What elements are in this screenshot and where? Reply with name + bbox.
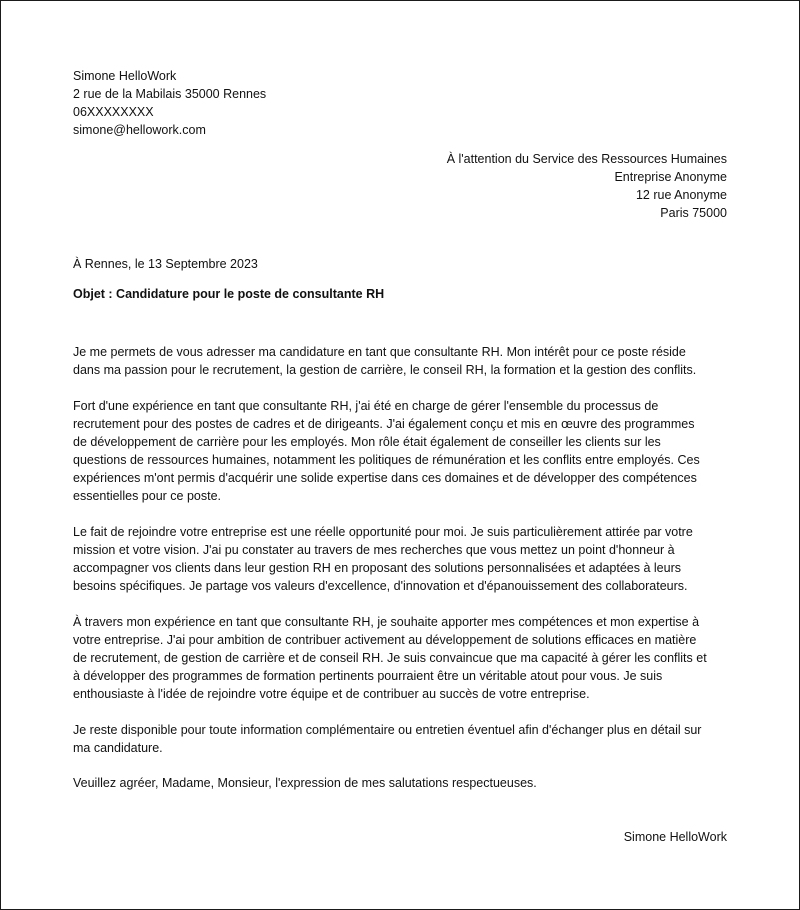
paragraph-line: questions de ressources humaines, notamment les politiques de rémunération et les conflits entre employés. Ces	[73, 453, 700, 467]
paragraph-experience	[73, 397, 729, 505]
paragraph-motivation	[73, 613, 729, 703]
paragraph-line: ma candidature.	[73, 741, 163, 755]
letter-body	[73, 343, 729, 775]
paragraph-line: de développement de carrière pour les employés. Mon rôle était également de conseiller les clients sur les	[73, 435, 661, 449]
paragraph-line: expériences m'ont permis d'acquérir une solide expertise dans ces domaines et de développer des compétences	[73, 471, 697, 485]
paragraph-line: Le fait de rejoindre votre entreprise est une réelle opportunité pour moi. Je suis particulièrement attirée par votre	[73, 525, 693, 539]
recipient-street: 12 rue Anonyme	[635, 188, 727, 202]
paragraph-line: Fort d'une expérience en tant que consultante RH, j'ai été en charge de gérer l'ensemble du processus de	[73, 399, 659, 413]
closing-line: Veuillez agréer, Madame, Monsieur, l'expression de mes salutations respectueuses.	[73, 776, 537, 790]
paragraph-intro	[73, 343, 729, 379]
date-line: À Rennes, le 13 Septembre 2023	[73, 257, 258, 271]
paragraph-line: Je reste disponible pour toute information complémentaire ou entretien éventuel afin d'échanger plus en détail sur	[73, 723, 702, 737]
paragraph-line: Je me permets de vous adresser ma candidature en tant que consultante RH. Mon intérêt pour ce poste réside	[73, 345, 686, 359]
sender-address: 2 rue de la Mabilais 35000 Rennes	[73, 87, 267, 101]
paragraph-company	[73, 523, 729, 595]
recipient-company: Entreprise Anonyme	[614, 170, 727, 184]
paragraph-line: mission et votre vision. J'ai pu constater au travers de mes recherches que vous mettez un point d'honneur à	[73, 543, 675, 557]
signature: Simone HelloWork	[623, 830, 727, 844]
subject-line: Objet : Candidature pour le poste de consultante RH	[73, 287, 385, 301]
paragraph-line: enthousiaste à l'idée de rejoindre votre équipe et de contribuer au succès de votre entreprise.	[73, 687, 590, 701]
paragraph-line: accompagner vos clients dans leur gestion RH en proposant des solutions personnalisées et adaptées à leurs	[73, 561, 682, 575]
recipient-city: Paris 75000	[660, 206, 727, 220]
paragraph-line: recrutement pour des postes de cadres et de dirigeants. J'ai également conçu et mis en œuvre des programmes	[73, 417, 695, 431]
paragraph-line: essentielles pour ce poste.	[73, 489, 222, 503]
recipient-attention: À l'attention du Service des Ressources Humaines	[446, 152, 727, 166]
paragraph-line: à développer des programmes de formation pertinents pourraient être un véritable atout pour vous. Je suis	[73, 669, 663, 683]
paragraph-line: dans ma passion pour le recrutement, la gestion de carrière, le conseil RH, la formation et la gestion des conflits.	[73, 363, 697, 377]
sender-email: simone@hellowork.com	[73, 123, 206, 137]
sender-name: Simone HelloWork	[73, 69, 177, 83]
sender-block	[73, 67, 473, 139]
paragraph-line: besoins spécifiques. Je partage vos valeurs d'excellence, d'innovation et d'épanouissement des collaborateurs.	[73, 579, 688, 593]
paragraph-line: À travers mon expérience en tant que consultante RH, je souhaite apporter mes compétences et mon expertise à	[73, 615, 700, 629]
recipient-block	[307, 150, 727, 222]
paragraph-line: votre entreprise. J'ai pour ambition de contribuer activement au développement de solutions efficaces en matière	[73, 633, 697, 647]
paragraph-availability	[73, 721, 729, 757]
paragraph-line: de recrutement, de gestion de carrière et de conseil RH. Je suis convaincue que ma capacité à gérer les conflits et	[73, 651, 707, 665]
sender-phone: 06XXXXXXXX	[73, 105, 154, 119]
